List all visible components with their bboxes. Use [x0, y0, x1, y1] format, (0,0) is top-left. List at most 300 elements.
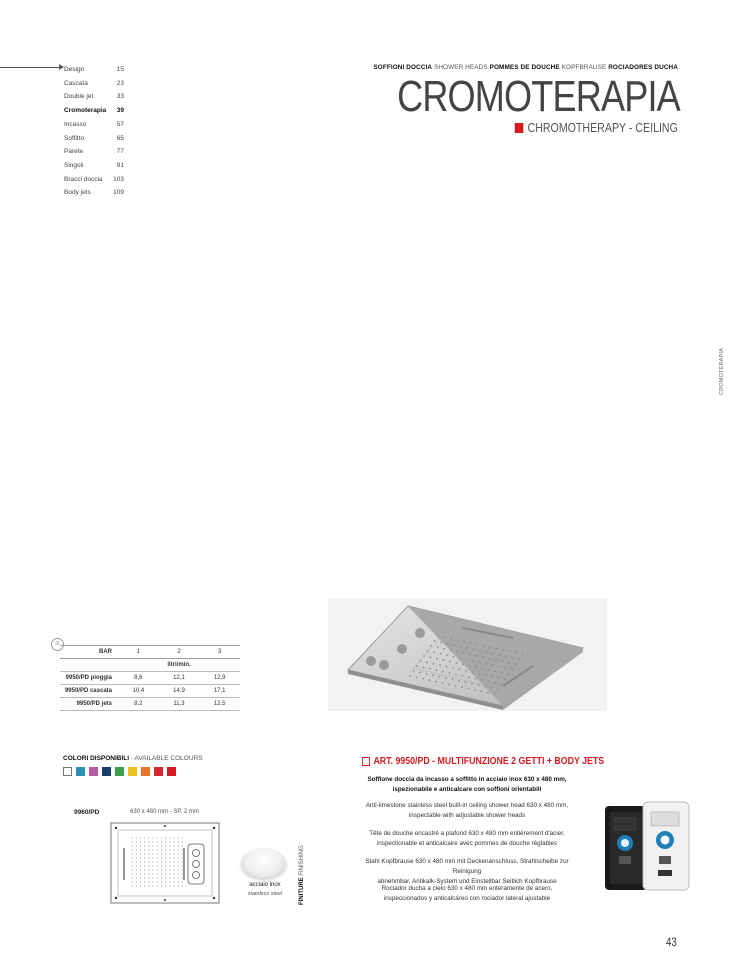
nozzle-dot	[515, 663, 517, 665]
drawing-nozzle-dot	[132, 878, 133, 879]
nozzle-dot	[463, 652, 465, 654]
drawing-nozzle-dot	[140, 866, 141, 867]
drawing-nozzle-dot	[148, 846, 149, 847]
nozzle-dot	[430, 645, 432, 647]
finish-name-en: stainless steel	[247, 891, 283, 897]
drawing-nozzle-dot	[136, 882, 137, 883]
drawing-nozzle-dot	[169, 842, 170, 843]
nozzle-dot	[439, 664, 441, 666]
nozzle-dot	[487, 692, 489, 694]
drawing-nozzle-dot	[174, 866, 175, 867]
nozzle-dot	[482, 668, 484, 670]
drawing-nozzle-dot	[140, 886, 141, 887]
drawing-nozzle-dot	[132, 862, 133, 863]
drawing-nozzle-dot	[148, 866, 149, 867]
nozzle-dot	[416, 665, 418, 667]
nozzle-dot	[442, 671, 444, 673]
drawing-nozzle-dot	[174, 862, 175, 863]
drawing-nozzle-dot	[161, 858, 162, 859]
nozzle-dot	[462, 675, 464, 677]
shower-head-image	[328, 598, 607, 711]
drawing-nozzle-dot	[161, 874, 162, 875]
colour-swatch-navy[interactable]	[102, 767, 111, 776]
nozzle-dot	[444, 637, 446, 639]
index-item-incasso[interactable]: Incasso 57	[64, 120, 124, 128]
nozzle-dot	[433, 663, 435, 665]
drawing-nozzle-dot	[169, 870, 170, 871]
nozzle-dot	[492, 664, 494, 666]
nozzle-dot	[465, 670, 467, 672]
drawing-nozzle-dot	[153, 854, 154, 855]
drawing-nozzle-dot	[132, 882, 133, 883]
article-desc-de: Stahl Kopfbrause 630 x 480 mm mit Deckenanschluss, Strahlscheibe zur Reinigung abnehmbar, Antikalk-System und Einstellbar Seitlich Kopfbrause	[365, 858, 569, 885]
nozzle-dot	[448, 684, 450, 686]
nozzle-dot	[463, 641, 465, 643]
nozzle-dot	[489, 658, 491, 660]
drawing-nozzle-dot	[153, 870, 154, 871]
nozzle-dot	[475, 666, 477, 668]
nozzle-dot	[432, 674, 434, 676]
nozzle-dot	[491, 676, 493, 678]
drawing-nozzle-dot	[144, 874, 145, 875]
category-line: SOFFIONI DOCCIA SHOWER HEADS POMMES DE DOUCHE KOPFBRAUSE ROCIADORES DUCHA	[373, 64, 678, 71]
drawing-nozzle-dot	[182, 854, 183, 855]
drawing-nozzle-dot	[157, 842, 158, 843]
nozzle-dot	[482, 656, 484, 658]
nozzle-dot	[446, 654, 448, 656]
finish-name: acciaio inox	[249, 882, 281, 888]
remote-control-photo	[601, 798, 693, 895]
article-desc-fr: Tête de douche encastré a plafond 630 x 480 mm entièrement d'acier, inspectionable et anticalcaire avec pommes de douche réglables	[369, 830, 565, 847]
drawing-nozzle-dot	[174, 858, 175, 859]
nozzle-dot	[515, 652, 517, 654]
nozzle-dot	[486, 651, 488, 653]
product-photo	[328, 598, 607, 711]
drawing-nozzle-dot	[169, 866, 170, 867]
nozzle-dot	[439, 676, 441, 678]
drawing-nozzle-dot	[165, 882, 166, 883]
drawing-nozzle-dot	[140, 878, 141, 879]
drawing-code: 9960/PD	[74, 809, 100, 816]
nozzle-dot	[478, 684, 480, 686]
drawing-nozzle-dot	[153, 882, 154, 883]
drawing-nozzle-dot	[144, 850, 145, 851]
drawing-nozzle-dot	[144, 854, 145, 855]
drawing-nozzle-dot	[148, 858, 149, 859]
drawing-nozzle-dot	[178, 838, 179, 839]
nozzle-dot	[430, 657, 432, 659]
drawing-nozzle-dot	[153, 878, 154, 879]
drawing-nozzle-dot	[165, 870, 166, 871]
nozzle-dot	[472, 671, 474, 673]
drawing-nozzle-dot	[144, 842, 145, 843]
article-title: ART. 9950/PD - MULTIFUNZIONE 2 GETTI + BODY JETS	[362, 756, 604, 767]
drawing-nozzle-dot	[178, 874, 179, 875]
nozzle-dot	[449, 672, 451, 674]
nozzle-dot	[456, 651, 458, 653]
drawing-nozzle-dot	[161, 870, 162, 871]
drawing-nozzle-dot	[140, 842, 141, 843]
nozzle-dot	[502, 661, 504, 663]
nozzle-dot	[449, 661, 451, 663]
drawing-nozzle-dot	[144, 846, 145, 847]
drawing-nozzle-dot	[169, 854, 170, 855]
chapter-index	[64, 63, 124, 200]
drawing-nozzle-dot	[169, 878, 170, 879]
flow-rate-table	[60, 645, 240, 711]
drawing-nozzle-dot	[165, 858, 166, 859]
nozzle-dot	[456, 662, 458, 664]
article-desc-it: Soffione doccia da incasso a soffitto in acciaio inox 630 x 480 mm, ispezionabile e anticalcare con soffioni orientabili	[367, 776, 567, 793]
nozzle-dot	[435, 681, 437, 683]
nozzle-dot	[485, 674, 487, 676]
nozzle-dot	[419, 672, 421, 674]
nozzle-dot	[443, 648, 445, 650]
drawing-nozzle-dot	[132, 870, 133, 871]
nozzle-dot	[469, 654, 471, 656]
drawing-nozzle-dot	[136, 878, 137, 879]
nozzle-dot	[436, 669, 438, 671]
index-item-parete[interactable]: Parete 77	[64, 148, 124, 156]
drawing-nozzle-dot	[169, 862, 170, 863]
drawing-nozzle-dot	[178, 858, 179, 859]
drawing-nozzle-dot	[140, 850, 141, 851]
drawing-nozzle-dot	[182, 878, 183, 879]
nozzle-dot	[465, 681, 467, 683]
drawing-nozzle-dot	[136, 854, 137, 855]
drawing-nozzle-dot	[165, 842, 166, 843]
nozzle-dot	[518, 658, 520, 660]
nozzle-dot	[440, 642, 442, 644]
drawing-nozzle-dot	[136, 858, 137, 859]
nozzle-dot	[495, 659, 497, 661]
nozzle-dot	[455, 674, 457, 676]
drawing-nozzle-dot	[157, 838, 158, 839]
technical-drawing	[110, 822, 220, 904]
nozzle-dot	[471, 683, 473, 685]
nozzle-dot	[423, 655, 425, 657]
nozzle-dot	[413, 670, 415, 672]
flow-rate-icon: ⊘	[51, 638, 64, 651]
drawing-nozzle-dot	[140, 838, 141, 839]
drawing-nozzle-dot	[182, 874, 183, 875]
nozzle-dot	[434, 640, 436, 642]
nozzle-dot	[484, 686, 486, 688]
nozzle-dot	[429, 679, 431, 681]
table-header-row: BAR 1 2 3	[60, 646, 240, 659]
nozzle-dot	[443, 659, 445, 661]
nozzle-dot	[494, 682, 496, 684]
drawing-nozzle-dot	[144, 870, 145, 871]
drawing-nozzle-dot	[165, 850, 166, 851]
nozzle-dot	[476, 644, 478, 646]
table-unit-row: litri/min.	[60, 659, 240, 672]
drawing-nozzle-dot	[157, 858, 158, 859]
drawing-nozzle-dot	[136, 886, 137, 887]
drawing-nozzle-dot	[136, 838, 137, 839]
drawing-nozzle-dot	[165, 878, 166, 879]
index-item-cascata[interactable]: Cascata 23	[64, 79, 124, 87]
drawing-nozzle-dot	[165, 886, 166, 887]
index-item-singoli[interactable]: Singoli 91	[64, 161, 124, 169]
page-subtitle: CHROMOTHERAPY - CEILING	[515, 121, 678, 135]
drawing-nozzle-dot	[157, 850, 158, 851]
drawing-nozzle-dot	[161, 838, 162, 839]
drawing-nozzle-dot	[157, 862, 158, 863]
drawing-nozzle-dot	[182, 866, 183, 867]
nozzle-dot	[455, 685, 457, 687]
drawing-nozzle-dot	[148, 882, 149, 883]
finish-swatch-stainless[interactable]	[241, 848, 286, 878]
drawing-nozzle-dot	[174, 878, 175, 879]
drawing-nozzle-dot	[174, 874, 175, 875]
index-item-cromoterapia[interactable]: Cromoterapia 39	[64, 107, 124, 115]
drawing-nozzle-dot	[169, 838, 170, 839]
index-item-body-jets[interactable]: Body jets 109	[64, 189, 124, 197]
drawing-nozzle-dot	[140, 854, 141, 855]
drawing-nozzle-dot	[161, 854, 162, 855]
drawing-nozzle-dot	[161, 882, 162, 883]
drawing-nozzle-dot	[148, 870, 149, 871]
drawing-nozzle-dot	[148, 874, 149, 875]
nozzle-dot	[453, 644, 455, 646]
nozzle-dot	[409, 675, 411, 677]
page-title: CROMOTERAPIA	[397, 72, 680, 121]
nozzle-dot	[472, 660, 474, 662]
colour-swatch-violet[interactable]	[89, 767, 98, 776]
nozzle-dot	[502, 649, 504, 651]
red-square-icon	[515, 123, 524, 133]
drawing-nozzle-dot	[153, 838, 154, 839]
drawing-nozzle-dot	[161, 846, 162, 847]
drawing-nozzle-dot	[148, 850, 149, 851]
nozzle-dot	[459, 669, 461, 671]
drawing-nozzle-dot	[178, 870, 179, 871]
nozzle-dot	[492, 653, 494, 655]
side-section-label: CROMOTERAPIA	[719, 347, 725, 395]
nozzle-dot	[479, 650, 481, 652]
nozzle-dot	[442, 682, 444, 684]
drawing-nozzle-dot	[144, 862, 145, 863]
index-item-soffitto[interactable]: Soffitto 65	[64, 134, 124, 142]
drawing-nozzle-dot	[136, 866, 137, 867]
drawing-dimensions: 630 x 480 mm - SP. 2 mm	[130, 809, 199, 815]
nozzle-dot	[452, 667, 454, 669]
nozzle-dot	[437, 635, 439, 637]
nozzle-dot	[453, 656, 455, 658]
drawing-nozzle-dot	[148, 838, 149, 839]
nozzle-dot	[461, 686, 463, 688]
drawing-nozzle-dot	[153, 862, 154, 863]
article-desc-en: Anti-limestone stainless steel built-in ceiling shower head 630 x 480 mm, inspectable with adjustable shower heads	[365, 802, 569, 819]
drawing-nozzle-dot	[161, 842, 162, 843]
drawing-nozzle-dot	[174, 882, 175, 883]
nozzle-dot	[481, 679, 483, 681]
drawing-nozzle-dot	[157, 866, 158, 867]
nozzle-dot	[426, 662, 428, 664]
available-colours-title: COLORI DISPONIBILI - AVAILABLE COLOURS	[63, 755, 203, 762]
drawing-nozzle-dot	[140, 862, 141, 863]
drawing-nozzle-dot	[136, 846, 137, 847]
drawing-nozzle-dot	[136, 842, 137, 843]
colour-swatch-teal[interactable]	[76, 767, 85, 776]
drawing-nozzle-dot	[136, 862, 137, 863]
nozzle-dot	[498, 677, 500, 679]
drawing-nozzle-dot	[157, 886, 158, 887]
drawing-nozzle-dot	[132, 866, 133, 867]
page-number: 43	[666, 935, 677, 949]
colour-swatch-white[interactable]	[63, 767, 72, 776]
index-arrow	[0, 67, 60, 68]
drawing-nozzle-dot	[140, 874, 141, 875]
drawing-nozzle-dot	[132, 850, 133, 851]
checkbox-square-icon	[362, 757, 370, 766]
nozzle-dot	[489, 646, 491, 648]
index-item-double-jet[interactable]: Double jet 33	[64, 93, 124, 101]
drawing-nozzle-grid	[132, 838, 183, 887]
drawing-nozzle-dot	[144, 858, 145, 859]
nozzle-dot	[452, 679, 454, 681]
drawing-nozzle-dot	[132, 842, 133, 843]
drawing-nozzle-dot	[161, 886, 162, 887]
nozzle-dot	[483, 645, 485, 647]
nozzle-dot	[416, 677, 418, 679]
drawing-nozzle-dot	[178, 842, 179, 843]
nozzle-dot	[505, 656, 507, 658]
drawing-nozzle-dot	[174, 886, 175, 887]
nozzle-dot	[457, 639, 459, 641]
colour-swatch-red-2[interactable]	[167, 767, 176, 776]
colour-swatch-red[interactable]	[154, 767, 163, 776]
drawing-nozzle-dot	[165, 854, 166, 855]
index-item-design[interactable]: Design 15	[64, 66, 124, 73]
drawing-nozzle-dot	[182, 846, 183, 847]
drawing-nozzle-dot	[136, 874, 137, 875]
drawing-nozzle-dot	[178, 854, 179, 855]
drawing-nozzle-dot	[144, 882, 145, 883]
nozzle-dot	[459, 657, 461, 659]
drawing-nozzle-dot	[153, 874, 154, 875]
nozzle-dot	[468, 688, 470, 690]
nozzle-dot	[420, 660, 422, 662]
drawing-nozzle-dot	[153, 858, 154, 859]
nozzle-dot	[474, 689, 476, 691]
drawing-nozzle-dot	[169, 846, 170, 847]
nozzle-dot	[468, 676, 470, 678]
drawing-nozzle-dot	[148, 878, 149, 879]
nozzle-dot	[423, 667, 425, 669]
nozzle-dot	[475, 678, 477, 680]
drawing-nozzle-dot	[157, 846, 158, 847]
nozzle-dot	[499, 654, 501, 656]
drawing-nozzle-dot	[161, 850, 162, 851]
drawing-nozzle-dot	[169, 850, 170, 851]
drawing-nozzle-dot	[132, 854, 133, 855]
nozzle-dot	[433, 652, 435, 654]
drawing-nozzle-dot	[174, 854, 175, 855]
nozzle-dot	[512, 657, 514, 659]
table-row: 9950/PD cascata 10,4 14,9 17,1	[60, 685, 240, 698]
drawing-nozzle-dot	[144, 886, 145, 887]
drawing-nozzle-dot	[132, 846, 133, 847]
drawing-nozzle-dot	[165, 874, 166, 875]
colour-swatch-orange[interactable]	[141, 767, 150, 776]
drawing-nozzle-dot	[182, 850, 183, 851]
finishing-title: FINITURE FINISHING	[299, 845, 305, 905]
drawing-nozzle-dot	[132, 858, 133, 859]
drawing-nozzle-dot	[182, 862, 183, 863]
nozzle-dot	[505, 667, 507, 669]
drawing-nozzle-dot	[153, 842, 154, 843]
drawing-nozzle-dot	[178, 862, 179, 863]
drawing-nozzle-dot	[153, 846, 154, 847]
drawing-nozzle-dot	[136, 850, 137, 851]
drawing-nozzle-dot	[169, 882, 170, 883]
drawing-nozzle-dot	[178, 886, 179, 887]
drawing-nozzle-dot	[174, 850, 175, 851]
drawing-nozzle-dot	[169, 874, 170, 875]
nozzle-dot	[496, 648, 498, 650]
drawing-nozzle-dot	[165, 862, 166, 863]
nozzle-dot	[440, 653, 442, 655]
drawing-nozzle-dot	[144, 866, 145, 867]
drawing-nozzle-dot	[174, 870, 175, 871]
colour-swatches	[63, 767, 176, 776]
drawing-nozzle-dot	[148, 854, 149, 855]
nozzle-dot	[511, 668, 513, 670]
nozzle-dot	[447, 643, 449, 645]
nozzle-dot	[491, 687, 493, 689]
drawing-nozzle-dot	[140, 858, 141, 859]
drawing-nozzle-dot	[165, 838, 166, 839]
drawing-nozzle-dot	[161, 866, 162, 867]
drawing-nozzle-dot	[132, 838, 133, 839]
drawing-nozzle-dot	[182, 886, 183, 887]
drawing-nozzle-dot	[169, 858, 170, 859]
nozzle-dot	[437, 647, 439, 649]
nozzle-dot	[508, 662, 510, 664]
drawing-nozzle-dot	[136, 870, 137, 871]
colour-swatch-green[interactable]	[115, 767, 124, 776]
drawing-nozzle-dot	[144, 878, 145, 879]
drawing-nozzle-dot	[174, 842, 175, 843]
nozzle-dot	[436, 658, 438, 660]
nozzle-dot	[469, 665, 471, 667]
drawing-nozzle-dot	[174, 838, 175, 839]
nozzle-dot	[476, 655, 478, 657]
drawing-nozzle-dot	[153, 850, 154, 851]
drawing-nozzle-dot	[157, 854, 158, 855]
drawing-nozzle-dot	[140, 846, 141, 847]
nozzle-dot	[501, 672, 503, 674]
drawing-nozzle-dot	[178, 878, 179, 879]
drawing-nozzle-dot	[161, 862, 162, 863]
nozzle-dot	[509, 651, 511, 653]
nozzle-dot	[445, 677, 447, 679]
drawing-nozzle-dot	[157, 878, 158, 879]
nozzle-dot	[485, 663, 487, 665]
drawing-nozzle-dot	[178, 850, 179, 851]
table-row: 9950/PD pioggia 8,6 12,1 12,9	[60, 672, 240, 685]
nozzle-dot	[481, 691, 483, 693]
drawing-nozzle-dot	[148, 842, 149, 843]
nozzle-dot	[495, 671, 497, 673]
index-item-bracci-doccia[interactable]: Bracci doccia 103	[64, 175, 124, 183]
drawing-nozzle-dot	[182, 870, 183, 871]
nozzle-dot	[494, 693, 496, 695]
colour-swatch-yellow[interactable]	[128, 767, 137, 776]
drawing-nozzle-dot	[161, 878, 162, 879]
